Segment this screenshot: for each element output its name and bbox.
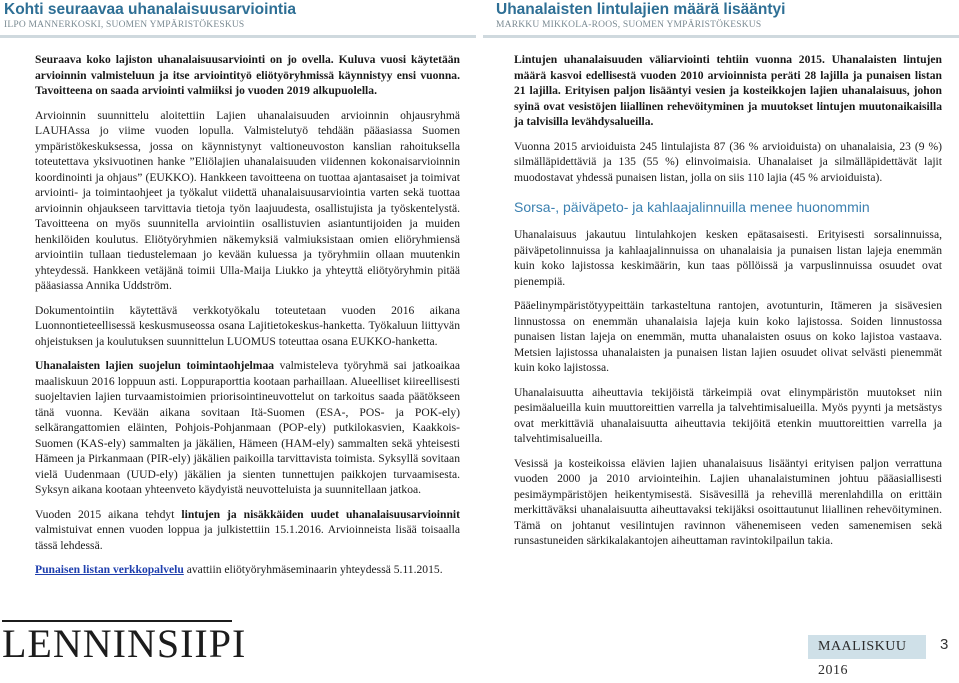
right-article-title: Uhanalaisten lintulajien määrä lisääntyi xyxy=(496,1,786,18)
right-paragraph: Vuonna 2015 arvioiduista 245 lintulajista 87 (36 % arvioiduista) on uhanalaisia, 23 (9 %) silmälläpidettäviä ja 135 (55 %) elinvoimaisia. Uhanalaiset ja silmälläpidettävät lajit muodostavat yhdessä punaisen listan, jolla on siis 110 lajia (45 % arvioiduista). xyxy=(514,139,942,184)
left-article-title: Kohti seuraavaa uhanalaisuusarviointia xyxy=(4,1,297,18)
page-footer xyxy=(0,620,959,678)
left-article-body xyxy=(35,52,460,578)
paragraph-text: valmistuivat ennen vuoden loppua ja julkistettiin 15.1.2016. Arvioinneista lisää toisaalla tässä lehdessä. xyxy=(35,523,460,552)
right-article-author: MARKKU MIKKOLA-ROOS, SUOMEN YMPÄRISTÖKESKUS xyxy=(496,20,762,30)
right-paragraph: Vesissä ja kosteikoissa elävien lajien uhanalaisuus lisääntyi erityisen paljon verrattuna vuoden 2000 ja 2010 arviointeihin. Lajien uhanalaistuminen johtuu pääasiallisesti pesimäympäristöjen heikentymisestä. Sisävesillä ja rehevillä merenlahdilla on erittäin merkittäväksi uhanalaisuutta aiheuttavaksi tekijäksi osoittautunut liiallinen rehevöityminen. Tämä on johtanut vesilintujen ravinnon vähenemiseen veden samenemisen sekä runsastuneiden särkikalakantojen aiheuttaman ravintokilpailun takia. xyxy=(514,456,942,547)
magazine-logo: LENNINSIIPI xyxy=(2,621,247,666)
paragraph-text: avattiin eliötyöryhmäseminaarin yhteydessä 5.11.2015. xyxy=(183,563,443,576)
right-paragraph: Pääelinympäristötyypeittäin tarkasteltuna rantojen, avotunturin, Itämeren ja sisävesien linnustossa on enemmän uhanalaisia lajeja kuin koko lajistossa. Soiden linnustossa punaisen listan lajeja on enemmän, mutta uhanalaisten osuus on koko lajistoa vastaava. Metsien lajistossa uhanalaisten ja punaisen listan lajien osuudet olivat selvästi pienemmät kuin koko lajistossa. xyxy=(514,299,942,374)
issue-date-badge: MAALISKUU 2016 xyxy=(808,635,926,659)
right-article-header xyxy=(481,0,959,34)
bold-phrase: lintujen ja nisäkkäiden uudet uhanalaisuusarvioinnit xyxy=(181,507,460,521)
bold-phrase: Uhanalaisten lajien suojelun toimintaohjelmaa xyxy=(35,359,275,372)
left-header-divider xyxy=(0,35,476,38)
left-article-header xyxy=(0,0,478,34)
left-article-author: ILPO MANNERKOSKI, SUOMEN YMPÄRISTÖKESKUS xyxy=(4,20,245,30)
page-number: 3 xyxy=(940,636,949,653)
left-lead-paragraph: Seuraava koko lajiston uhanalaisuusarviointi on jo ovella. Kuluva vuosi käytetään arvioinnin valmisteluun ja itse arviointityö eliötyöryhmissä käynnistyy ensi vuonna. Tavoitteena on saada arviointi valmiiksi jo vuoden 2019 alkupuolella. xyxy=(35,53,460,97)
right-header-divider xyxy=(483,35,959,38)
left-paragraph: Arvioinnin suunnittelu aloitettiin Lajien uhanalaisuuden arvioinnin ohjausryhmä LAUHAssa jo viime vuoden lopulla. Valmistelutyö tehdään pääasiassa Suomen ympäristökeskuksessa, jossa on käynnistynyt valtioneuvoston kanslian rahoituksella toteutettava yksivuotinen hanke ”Eliölajien uhanalaisuuden viidennen kokonaisarvioinnin koordinointi ja ohjaus” (EUKKO). Hankkeen tavoitteena on tuottaa ajantasaiset ja toimivat arviointi- ja toimintaohjeet ja työkalut viidettä uhanalaisuusarviointia varten sekä tuottaa arvioinnin ohjaukseen tarvittavia tietoja työn laajuudesta, osallistujista ja työskentelystä. Tavoitteena on myös suunnitella arviointiin osallistuvien asiantuntijoiden ja muiden henkilöiden koulutus. Eliötyöryhmien näkemyksiä valmiuksistaan omien eliöryhmiensä arviointiin tullaan tiedustelemaan jo kevään kuluessa ja työryhmiin ollaan muutenkin yhteydessä. Hankkeen vetäjänä toimii Ulla-Maija Liukko ja yhteyttä eliötyöryhmin pitää pääasiassa Annika Uddström. xyxy=(35,108,460,292)
section-subheading: Sorsa-, päiväpeto- ja kahlaajalinnuilla menee huonommin xyxy=(514,199,870,215)
right-paragraph: Uhanalaisuus jakautuu lintulahkojen kesken epätasaisesti. Erityisesti sorsalinnuissa, päiväpetolinnuissa ja kahlaajalinnuissa on uhanalaisia ja punaisen listan lajeja enemmän kuin koko lajistossa keskimäärin, kun taas pöllöissä ja varpuslinnuissa osuudet ovat pienempiä. xyxy=(514,228,942,288)
right-article-body xyxy=(514,52,942,549)
red-list-link[interactable]: Punaisen listan verkkopalvelu xyxy=(35,563,184,576)
paragraph-text: valmisteleva työryhmä sai jatkoaikaa maaliskuun 2016 loppuun asti. Loppuraporttia kootaan parhaillaan. Alueelliset kiireellisesti suojeltavien lajien turvaamistoimien priorisointineuvottelut on tarkoitus saada päätökseen tänä vuonna. Kevään aikana sovitaan Itä-Suomen (ESA-, POS- ja POK-ely) selkärangattomien eläinten, Pohjois-Pohjanmaan (POP-ely) putkilokasvien, Kaakkois-Suomen (KAS-ely) sammalten ja jäkälien, Hämeen (HAM-ely) sammalten sekä yhteisesti Hämeen ja Pirkanmaan (PIR-ely) jäkälien paikoilla tarvittavista toimista. Syksyllä sovitaan vielä Uudenmaan (UUD-ely) jäkälien ja sienten tunnettujen paikkojen turvaamisesta. Syksyn aikana kootaan yhteenveto käydyistä neuvotteluista ja suunnitellaan jatkoa. xyxy=(35,359,460,496)
left-paragraph xyxy=(35,507,460,554)
right-lead-paragraph: Lintujen uhanalaisuuden väliarviointi tehtiin vuonna 2015. Uhanalaisten lintujen määrä kasvoi edellisestä vuoden 2010 arvioinnista peräti 28 lajilla ja punaisen listan 21 lajilla. Erityisen paljon lisääntyi vesien ja kosteikkojen lajien uhanalaisuus, johon syinä ovat vesistöjen liiallinen rehevöityminen ja muutokset lintujen muutonaikaisilla ja talvisilla levähdysalueilla. xyxy=(514,53,942,128)
left-paragraph: Dokumentointiin käytettävä verkkotyökalu toteutetaan vuoden 2016 aikana Luonnontieteellisessä keskusmuseossa osana Lajitietokeskus-hanketta. Työkaluun liittyvän ohjeistuksen ja koulutuksen suunnittelun LUOMUS toteuttaa osana EUKKO-hanketta. xyxy=(35,303,460,348)
left-paragraph xyxy=(35,562,460,578)
right-paragraph: Uhanalaisuutta aiheuttavia tekijöistä tärkeimpiä ovat elinympäristön muutokset niin pesimäalueilla kuin muuttoreittien varrella ja talvehtimisalueilla. Myös pyynti ja metsästys ovat merkittäviä uhanalaisuutta aiheuttavia tekijöitä etenkin muuttoreittien varrella ja talvehtimisalueilla. xyxy=(514,385,942,445)
left-paragraph xyxy=(35,358,460,498)
paragraph-text: Vuoden 2015 aikana tehdyt xyxy=(35,507,182,521)
